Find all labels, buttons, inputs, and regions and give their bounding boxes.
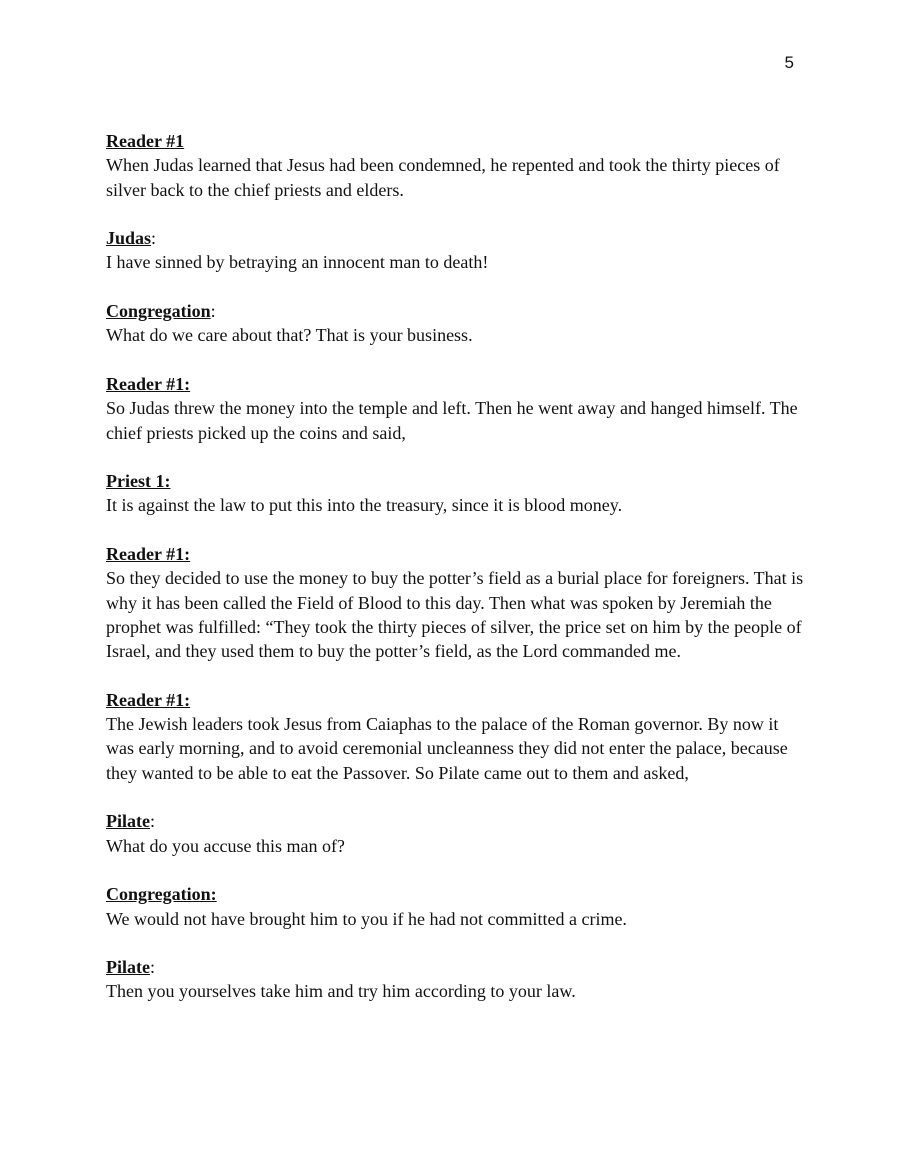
dialogue-line: So they decided to use the money to buy the potter’s field as a burial place for foreigners. That is — [106, 568, 804, 589]
script-body — [106, 129, 804, 1028]
script-entry — [106, 299, 796, 348]
speaker-name: Reader #1: — [106, 373, 191, 394]
speaker-heading — [106, 955, 796, 979]
dialogue-line: I have sinned by betraying an innocent man to death! — [106, 252, 489, 273]
speaker-name: Reader #1: — [106, 544, 191, 565]
script-entry — [106, 688, 796, 785]
speaker-heading — [106, 226, 796, 250]
dialogue-line: why it has been called the Field of Blood to this day. Then what was spoken by Jeremiah the — [106, 592, 772, 613]
dialogue-line: Then you yourselves take him and try him according to your law. — [106, 981, 576, 1002]
speaker-colon: : — [151, 228, 157, 249]
dialogue-line: The Jewish leaders took Jesus from Caiaphas to the palace of the Roman governor. By now it — [106, 714, 779, 735]
dialogue-line: It is against the law to put this into the treasury, since it is blood money. — [106, 495, 623, 516]
speaker-heading — [106, 299, 796, 323]
speaker-heading — [106, 372, 796, 396]
dialogue-line: We would not have brought him to you if he had not committed a crime. — [106, 908, 627, 929]
speaker-name: Pilate — [106, 811, 150, 832]
script-entry — [106, 372, 796, 445]
speaker-colon: : — [149, 957, 155, 978]
script-entry — [106, 955, 796, 1004]
speaker-name: Judas — [106, 228, 152, 249]
speaker-heading — [106, 129, 796, 153]
speaker-heading — [106, 688, 796, 712]
script-entry — [106, 542, 804, 663]
script-entry — [106, 809, 796, 858]
dialogue-line: silver back to the chief priests and elders. — [106, 179, 404, 200]
dialogue-line: they wanted to be able to eat the Passover. So Pilate came out to them and asked, — [106, 762, 689, 783]
speaker-name: Congregation: — [106, 884, 217, 905]
speaker-name: Congregation — [106, 301, 211, 322]
speaker-heading — [106, 469, 796, 493]
dialogue-line: prophet was fulfilled: “They took the thirty pieces of silver, the price set on him by the people of — [106, 616, 802, 637]
script-entry — [106, 469, 796, 518]
speaker-name: Pilate — [106, 957, 150, 978]
dialogue-line: What do we care about that? That is your business. — [106, 325, 473, 346]
speaker-name: Reader #1 — [106, 131, 185, 151]
script-entry — [106, 226, 796, 275]
script-entry — [106, 129, 796, 202]
script-entry — [106, 882, 796, 931]
speaker-name: Reader #1: — [106, 689, 191, 710]
dialogue-line: chief priests picked up the coins and said, — [106, 422, 406, 443]
speaker-heading — [106, 882, 796, 906]
page-number: 5 — [784, 53, 794, 72]
dialogue-line: Israel, and they used them to buy the potter’s field, as the Lord commanded me. — [106, 641, 682, 662]
speaker-heading — [106, 809, 796, 833]
dialogue-line: was early morning, and to avoid ceremonial uncleanness they did not enter the palace, because — [106, 738, 788, 759]
speaker-heading — [106, 542, 796, 566]
dialogue-line: When Judas learned that Jesus had been condemned, he repented and took the thirty pieces of — [106, 155, 780, 176]
dialogue-line: What do you accuse this man of? — [106, 835, 345, 856]
speaker-colon: : — [210, 301, 216, 322]
dialogue-line: So Judas threw the money into the temple and left. Then he went away and hanged himself. The — [106, 398, 798, 419]
speaker-name: Priest 1: — [106, 471, 171, 492]
speaker-colon: : — [149, 811, 155, 832]
